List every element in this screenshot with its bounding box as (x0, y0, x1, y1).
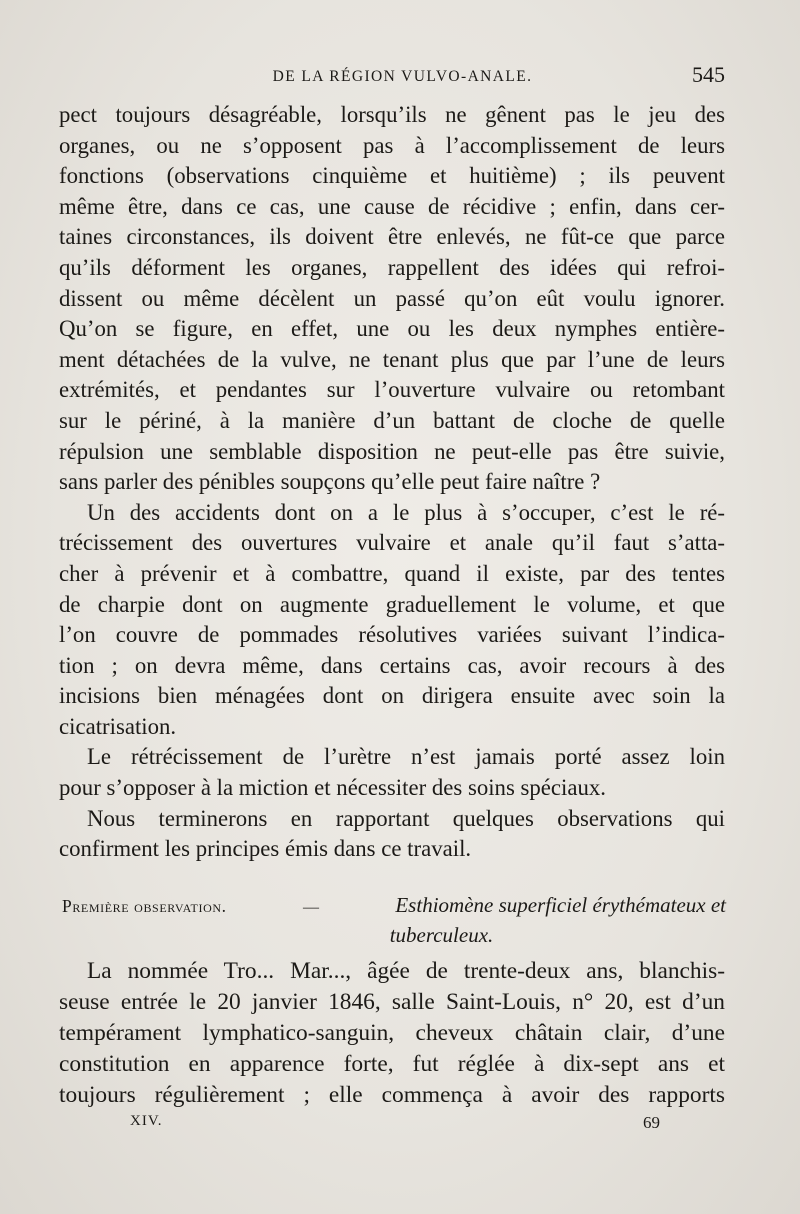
text-line: confirment les principes émis dans ce travail. (59, 836, 472, 862)
text-line: tion ; on devra même, dans certains cas, avoir recours à des (59, 652, 725, 678)
text-line: constitution en apparence forte, fut réglée à dix-sept ans et (59, 1051, 725, 1077)
page-footer (130, 1113, 660, 1137)
text-line: sans parler des pénibles soupçons qu’elle peut faire naître ? (59, 469, 601, 495)
text-line: même être, dans ce cas, une cause de récidive ; enfin, dans cer- (59, 193, 725, 219)
text-line: extrémités, et pendantes sur l’ouverture vulvaire ou retombant (59, 377, 725, 403)
text-line: ment détachées de la vulve, ne tenant plus que par l’une de leurs (59, 346, 725, 372)
observation-dash: — (302, 899, 319, 916)
observation-title-continued: tuberculeux. (389, 923, 494, 947)
text-line: organes, ou ne s’opposent pas à l’accomplissement de leurs (59, 132, 725, 158)
text-line: Un des accidents dont on a le plus à s’occuper, c’est le ré- (87, 499, 725, 525)
running-title: DE LA RÉGION VULVO-ANALE. (272, 68, 533, 85)
text-line: Le rétrécissement de l’urètre n’est jamais porté assez loin (87, 744, 725, 770)
text-line: La nommée Tro... Mar..., âgée de trente-deux ans, blanchis- (87, 958, 725, 984)
text-line: cher à prévenir et à combattre, quand il existe, par des tentes (59, 560, 725, 586)
text-line: qu’ils déforment les organes, rappellent des idées qui refroi- (59, 254, 725, 280)
sheet-number: 69 (643, 1113, 660, 1132)
text-line: toujours régulièrement ; elle commença à avoir des rapports (59, 1082, 725, 1108)
text-line: sur le périné, à la manière d’un battant de cloche de quelle (59, 407, 725, 433)
text-line: fonctions (observations cinquième et huitième) ; ils peuvent (59, 163, 725, 189)
text-line: Qu’on se figure, en effet, une ou les deux nymphes entière- (59, 316, 725, 342)
text-line: seuse entrée le 20 janvier 1846, salle Saint-Louis, n° 20, est d’un (59, 989, 725, 1015)
page-number: 545 (692, 62, 725, 87)
observation-text (59, 956, 725, 1111)
signature-mark: XIV. (130, 1113, 163, 1129)
running-head (60, 62, 725, 92)
text-line: dissent ou même décèlent un passé qu’on eût voulu ignorer. (59, 285, 725, 311)
observation-label: Première observation. (62, 896, 227, 916)
text-line: trécissement des ouvertures vulvaire et anale qu’il faut s’atta- (59, 530, 725, 556)
text-line: de charpie dont on augmente graduellement le volume, et que (59, 591, 725, 617)
text-line: cicatrisation. (59, 713, 177, 739)
observation-title: Esthiomène superficiel érythémateux et (395, 893, 726, 917)
text-line: incisions bien ménagées dont on dirigera ensuite avec soin la (59, 683, 725, 709)
observation-heading-line (62, 893, 726, 923)
text-line: pect toujours désagréable, lorsqu’ils ne gênent pas le jeu des (59, 102, 725, 127)
text-line: taines circonstances, ils doivent être enlevés, ne fût-ce que parce (59, 224, 725, 250)
text-line: Nous terminerons en rapportant quelques observations qui (87, 805, 725, 831)
text-line: l’on couvre de pommades résolutives variées suivant l’indica- (59, 622, 725, 648)
text-line: répulsion une semblable disposition ne peut-elle pas être suivie, (59, 438, 725, 464)
text-line: tempérament lymphatico-sanguin, cheveux châtain clair, d’une (59, 1020, 725, 1046)
main-text (59, 100, 725, 865)
observation-heading (62, 893, 726, 953)
text-line: pour s’opposer à la miction et nécessiter des soins spéciaux. (59, 775, 606, 801)
